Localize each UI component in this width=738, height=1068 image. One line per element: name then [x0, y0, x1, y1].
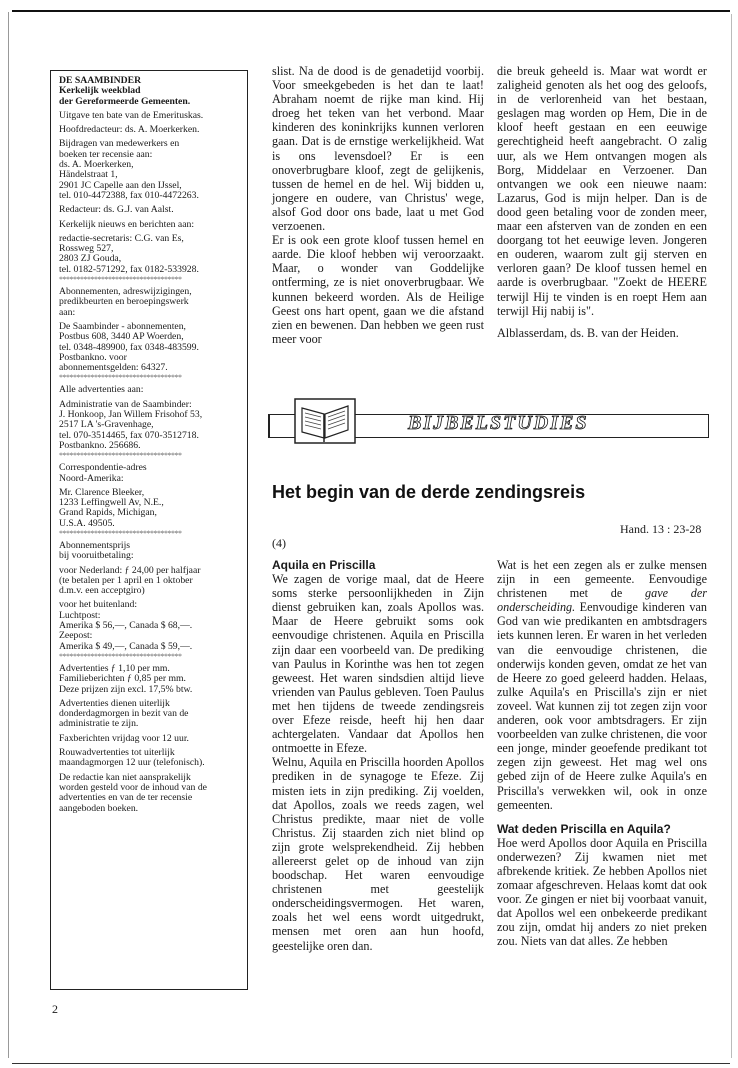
star-divider: ***********************************: [59, 276, 182, 285]
paragraph: die breuk geheeld is. Maar wat wordt er zaligheid genoten als het oog des geloofs, in de verlorenheid van het bestaan, geslagen mag worden op Hem, Die in de kloof heeft gestaan en een eeuwige gerechtigheid heeft aangebracht. O zalig uur, als we Hem ontvangen mogen als Borg, Middelaar en Verzoener. Dan ontvangen we ook een nieuwe naam: Lazarus, God is mijn helper. Dan is de dood geen betaling voor de zonden meer, maar een afsterven van de zonden en een doorgang tot het eeuwige leven. Jongeren en ouderen, waarom zult gij sterven en verloren gaan? De kloof tussen hemel en aarde is overbrugbaar. "Zoekt de HEERE terwijl Hij te vinden is en roept Hem aan terwijl Hij nabij is".: [497, 64, 707, 318]
star-divider: ***********************************: [59, 529, 182, 538]
paragraph: Hoe werd Apollos door Aquila en Priscilla onderwezen? Zij kwamen niet met afbrekende kritiek. Ze hebben Apollos niet zomaar afgeschreven. Helaas komt dat ook voor. Ze gingen er niet bij voorbaat vanuit, dat Apollos wel een onbekeerde predikant zou zijn, omdat hij anders zo niet preken zou. Niets van dat alles. Ze hebben: [497, 835, 707, 949]
faxberichten: Faxberichten vrijdag voor 12 uur.: [59, 732, 189, 744]
star-divider: ***********************************: [59, 452, 182, 461]
article-column-2: [497, 558, 707, 949]
top-article-column-2: [497, 64, 707, 340]
top-rule: [12, 10, 730, 12]
intro: Uitgave ten bate van de Emerituskas.: [59, 109, 204, 121]
section-banner-title: BIJBELSTUDIES: [408, 412, 589, 434]
section-banner: [268, 398, 710, 444]
redactie-secretaris: redactie-secretaris: C.G. van Es, Rossweg 527, 2803 ZJ Gouda, tel. 0182-571292, fax 0182-533928.: [59, 232, 199, 275]
left-edge: [8, 12, 9, 1058]
open-book-icon: [294, 398, 356, 444]
signature: Alblasserdam, ds. B. van der Heiden.: [497, 325, 679, 340]
prijs-nederland: voor Nederland: ƒ 24,00 per halfjaar (te betalen per 1 april en 1 oktober d.m.v. een acceptgiro): [59, 564, 201, 597]
advertenties-address: Administratie van de Saambinder: J. Honkoop, Jan Willem Frisohof 53, 2517 LA 's-Gravenhage, tel. 070-3514465, fax 070-3512718. Postbankno. 256686.: [59, 398, 203, 451]
bijdragen: Bijdragen van medewerkers en boeken ter recensie aan: ds. A. Moerkerken, Händelstraat 1, 2901 JC Capelle aan den IJssel, tel. 010-4472388, fax 010-4472263.: [59, 138, 199, 201]
advertentie-prijzen: Advertenties ƒ 1,10 per mm. Familieberichten ƒ 0,85 per mm. Deze prijzen zijn excl. 17,5% btw.: [59, 662, 193, 695]
rouwadvertenties: Rouwadvertenties tot uiterlijk maandagmorgen 12 uur (telefonisch).: [59, 747, 205, 769]
paragraph: We zagen de vorige maal, dat de Heere soms sterke persoonlijkheden in Zijn dienst gebruiken kan, zoals Apollos was. Maar de Heere gebruikt soms ook eenvoudige christenen. Aquila en Priscilla zijn daar een voorbeeld van. De prediking van Paulus in Korinthe was hen tot zegen geweest. Het waren sindsdien altijd lieve vrienden van Paulus gebleven. Toen Paulus met hen tijdens de tweede zendingsreis over Efeze reisde, heeft hij hen daar achtergelaten. Vandaar dat Apollos hen ontmoette in Efeze.: [272, 572, 484, 756]
paragraph: Er is ook een grote kloof tussen hemel en aarde. Die kloof hebben wij veroorzaakt. Maar, o wonder van Goddelijke ontferming, ze is niet onoverbrugbaar. We kunnen bekeerd worden. Als de Heilige Geest ons hart opent, gaan we die afstand zien en bewenen. Dan hebben we geen rust meer voor: [272, 233, 484, 346]
abonnementen-address: De Saambinder - abonnementen, Postbus 608, 3440 AP Woerden, tel. 0348-489900, fax 0348-483599. Postbankno. voor abonnementsgelden: 64327.: [59, 320, 199, 374]
star-divider: ***********************************: [59, 374, 182, 383]
subheading: Aquila en Priscilla: [272, 558, 376, 572]
part-number: (4): [272, 536, 286, 550]
bottom-rule: [12, 1063, 730, 1064]
right-edge: [731, 14, 732, 1058]
paragraph: Welnu, Aquila en Priscilla hoorden Apollos prediken in de synagoge te Efeze. Zij misten iets in zijn prediking. Zij voelden, dat Apollos, zoals we reeds zagen, wel Christus predikte, maar niet de volle Christus. Zij staarden zich niet blind op zijn grote welsprekendheid. Zij hebben allereerst gelet op de inhoud van zijn boodschap. Het waren eenvoudige christenen met geestelijk onderscheidingsvermogen. Het waren, zoals het wel eens wordt uitgedrukt, mensen met oren aan hun hoofd, geestelijke oren dan.: [272, 755, 484, 953]
colophon-box: [50, 70, 248, 990]
redacteur: Redacteur: ds. G.J. van Aalst.: [59, 204, 174, 216]
amerika-address: Mr. Clarence Bleeker, 1233 Leffingwell Av, N.E., Grand Rapids, Michigan, U.S.A. 49505.: [59, 486, 164, 529]
page-number: 2: [52, 1002, 58, 1016]
article-headline: Het begin van de derde zendingsreis: [272, 482, 586, 502]
advertenties-heading: Alle advertenties aan:: [59, 384, 144, 396]
kerknieuws: Kerkelijk nieuws en berichten aan:: [59, 218, 195, 230]
disclaimer: De redactie kan niet aansprakelijk worden gesteld voor de inhoud van de advertenties en van de ter recensie aangeboden boeken.: [59, 771, 207, 814]
correspondentie: Correspondentie-adres Noord-Amerika:: [59, 462, 147, 484]
abonnementsprijs: Abonnementsprijs bij vooruitbetaling:: [59, 539, 134, 562]
hoofdredacteur: Hoofdredacteur: ds. A. Moerkerken.: [59, 124, 200, 136]
paragraph: Wat is het een zegen als er zulke mensen zijn in een gemeente. Eenvoudige christenen met de gave der onderscheiding. Eenvoudige kinderen van God van wie predikanten en ambtsdragers iets kunnen leren. Er waren in het verleden van die eenvoudige christenen, die onderwijs konden geven, omdat ze het van de Heere zo goed geleerd hadden. Helaas, zulke Aquila's en Priscilla's zijn er niet zoveel. Wat kunnen zij tot zegen zijn voor anderen, ook voor ambtsdragers. Er zijn voorbeelden van zulke christenen, die voor een jonge, minder geoefende predikant tot zegen zijn geweest. Het mag wel ons gebed zijn of de Heere zulke Aquila's en Priscilla's verwekken wil, ook in onze gemeenten.: [497, 558, 707, 812]
top-article-column-1: [272, 64, 484, 346]
abonnementen-heading: Abonnementen, adreswijzigingen, predikbeurten en beroepingswerk aan:: [59, 286, 192, 318]
advertentie-uiterlijk: Advertenties dienen uiterlijk donderdagmorgen in bezit van de administratie te zijn.: [59, 697, 189, 730]
prijs-buitenland: voor het buitenland: Luchtpost: Amerika $ 56,—, Canada $ 68,—. Zeepost: Amerika $ 49,—, Canada $ 59,—.: [59, 599, 193, 652]
scripture-reference: Hand. 13 : 23-28: [620, 522, 702, 536]
article-column-1: [272, 558, 484, 953]
masthead: DE SAAMBINDER Kerkelijk weekblad der Gereformeerde Gemeenten.: [59, 75, 191, 107]
subheading: Wat deden Priscilla en Aquila?: [497, 821, 671, 836]
star-divider: ***********************************: [59, 652, 182, 661]
paragraph: slist. Na de dood is de genadetijd voorbij. Voor smeekgebeden is het dan te laat! Abraham noemt de rijke man kind. Hij droeg het teken van het verbond. Maar kinderen des koninkrijks kunnen verloren gaan. Dat is de ernstige werkelijkheid. Wat is ons levensdoel? Er is een onoverbrugbare kloof, zegt de gelijkenis, tussen de hemel en de hel. Wij bidden u, jongere en oudere, van Christus' wege, alsof God door ons bade, laat u met God verzoenen.: [272, 64, 484, 234]
